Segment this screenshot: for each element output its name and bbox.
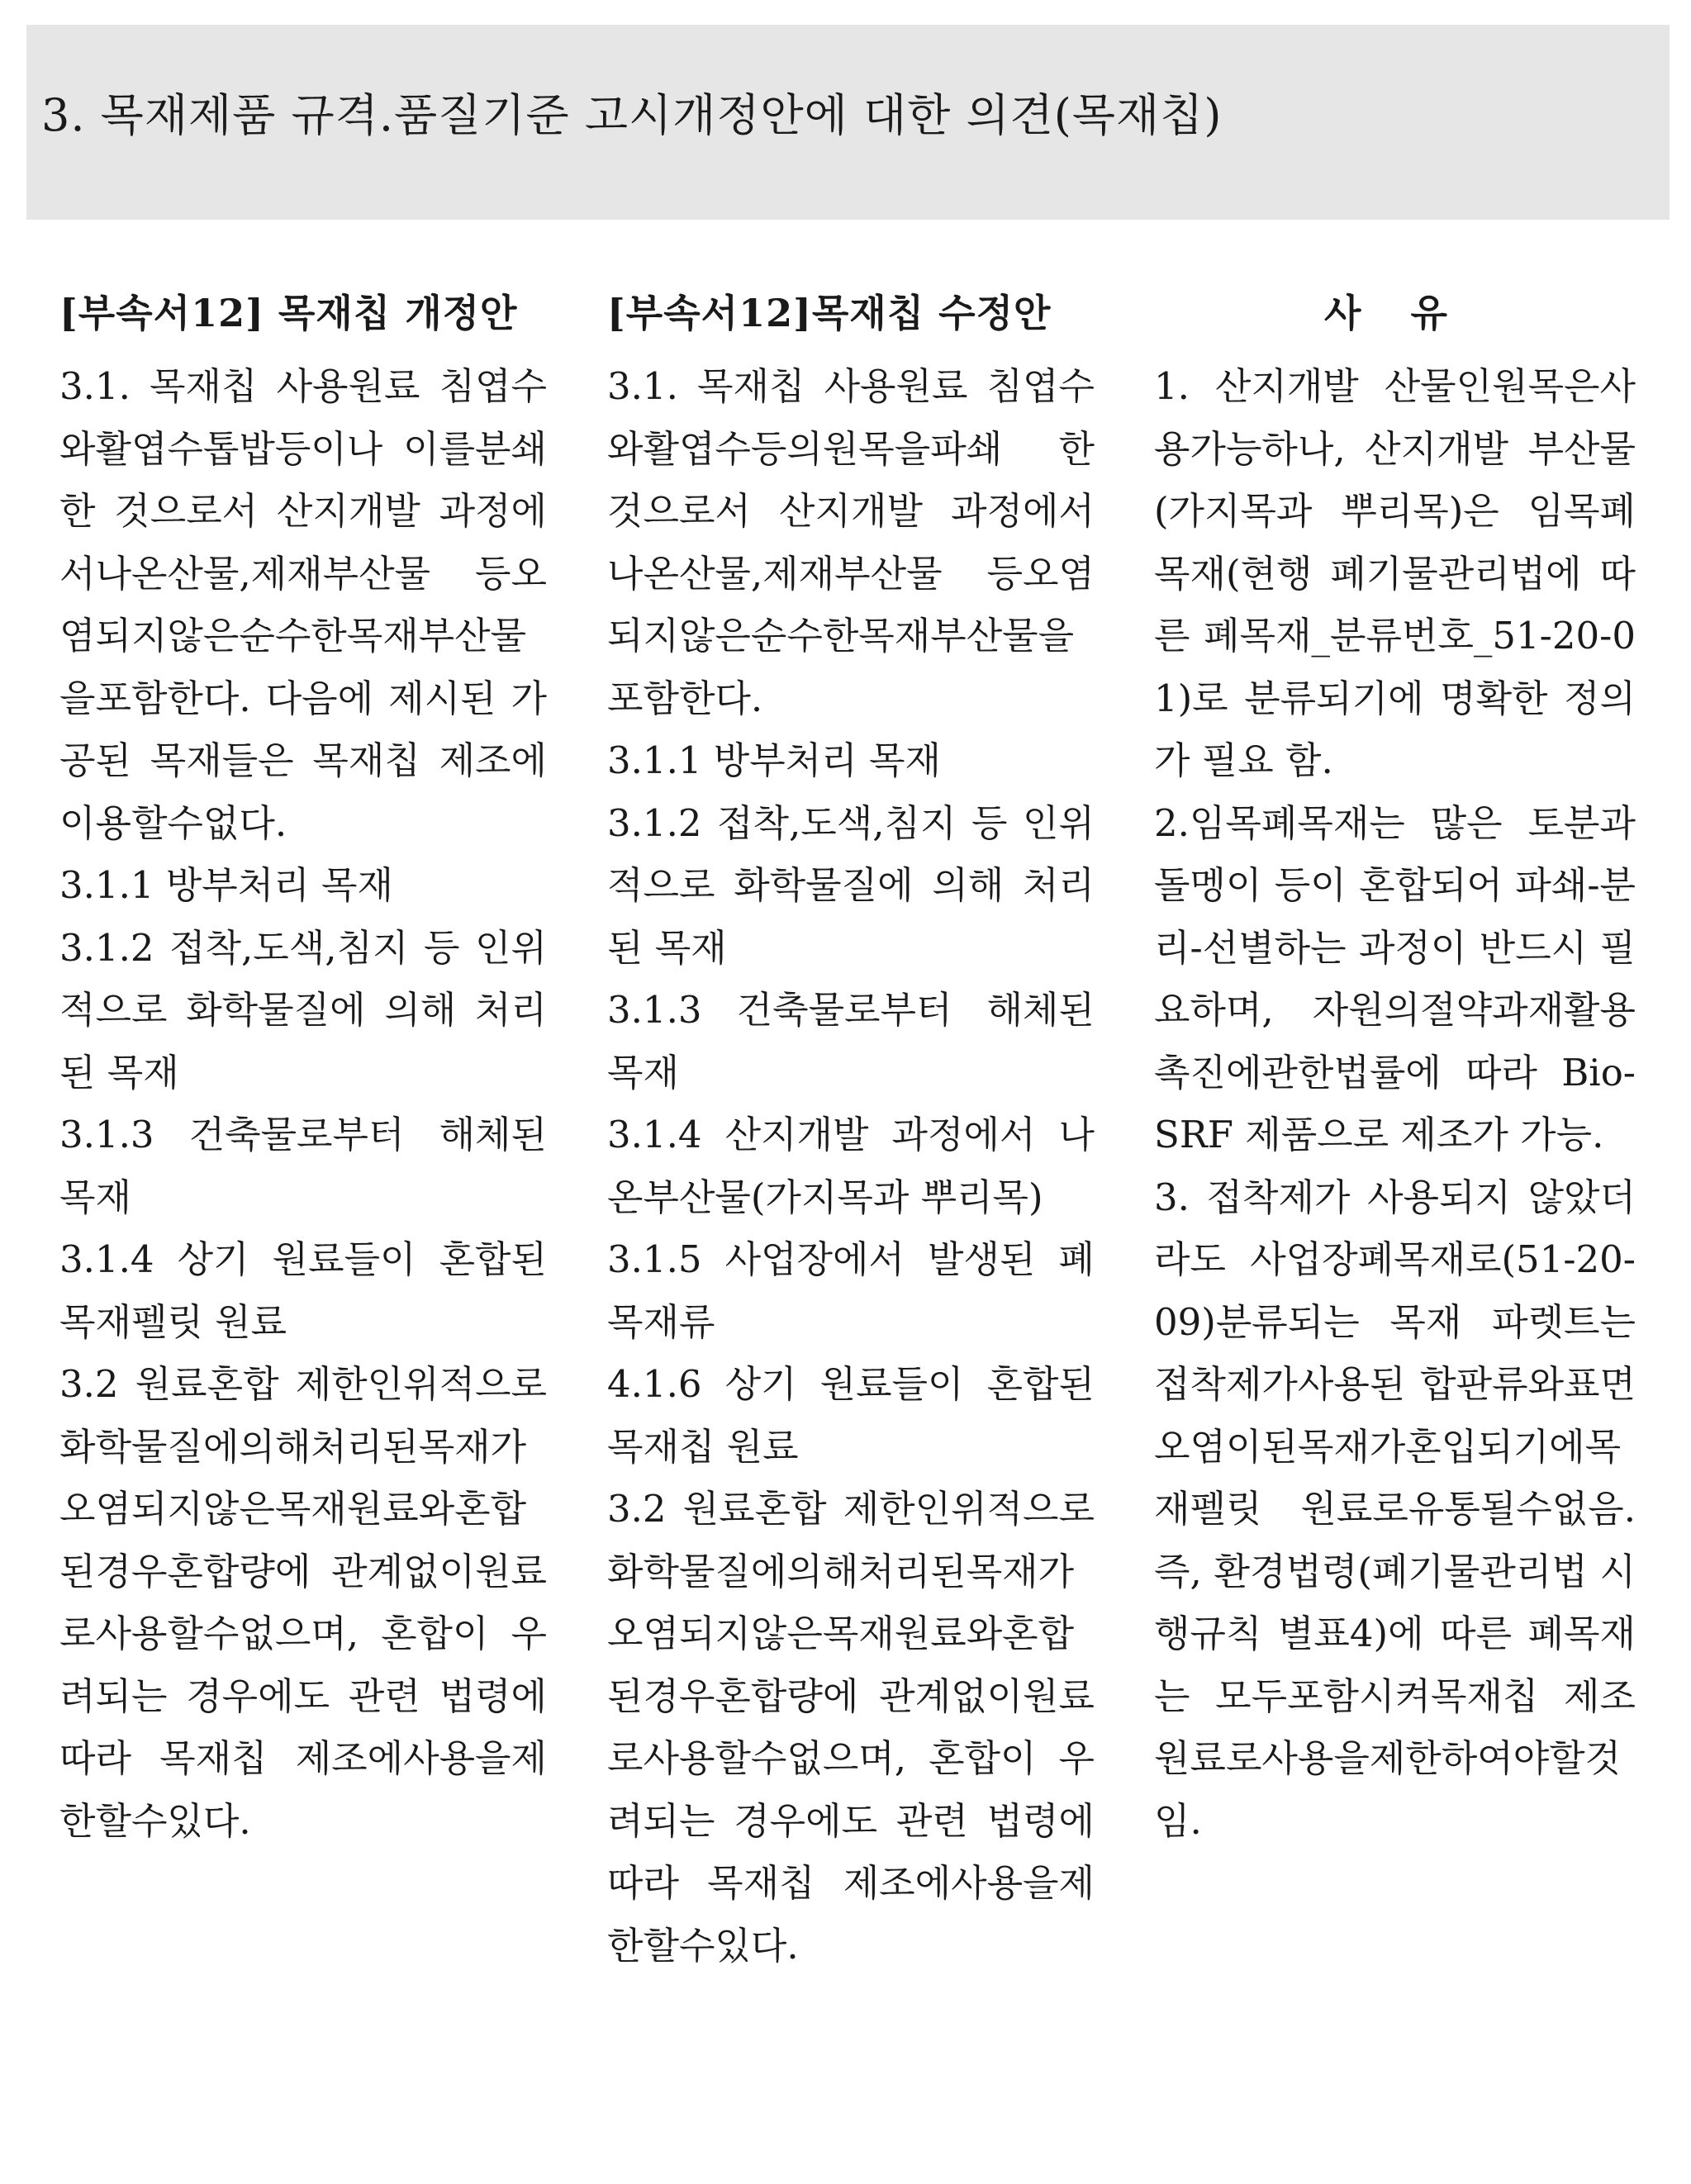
page-title: 3. 목재제품 규격.품질기준 고시개정안에 대한 의견(목재칩) [41, 89, 1223, 141]
paragraph: 3.1. 목재칩 사용원료 침엽수와활엽수톱밥등이나 이를분쇄한 것으로서 산지개발 과정에서나온산물,제재부산물 등오염되지않은순수한목재부산물을포함한다. 다음에 제시된 가공된 목재들은 목재칩 제조에이용할수없다. [59, 364, 547, 845]
paragraph: 1. 산지개발 산물인원목은사용가능하나, 산지개발 부산물(가지목과 뿌리목)은 임목폐목재(현행 폐기물관리법에 따른 폐목재_분류번호_51-20-01)로 분류되기에 명확한 정의가 필요 함. [1154, 364, 1636, 782]
column-body [607, 355, 1095, 1977]
paragraph: 3.2 원료혼합 제한인위적으로화학물질에의해처리된목재가오염되지않은목재원료와혼합된경우혼합량에 관계없이원료로사용할수없으며, 혼합이 우려되는 경우에도 관련 법령에 따라 목재칩 제조에사용을제한할수있다. [607, 1487, 1095, 1968]
column-reason [1154, 281, 1636, 1852]
paragraph: 3.1.3 건축물로부터 해체된 목재 [607, 988, 1095, 1094]
column-body [59, 355, 547, 1852]
column-heading: [부속서12]목재칩 수정안 [607, 291, 1052, 335]
paragraph: 3.2 원료혼합 제한인위적으로화학물질에의해처리된목재가오염되지않은목재원료와혼합된경우혼합량에 관계없이원료로사용할수없으며, 혼합이 우려되는 경우에도 관련 법령에 따라 목재칩 제조에사용을제한할수있다. [59, 1362, 547, 1843]
paragraph: 3.1.1 방부처리 목재 [59, 863, 393, 907]
paragraph: 3.1.5 사업장에서 발생된 폐목재류 [607, 1237, 1095, 1344]
column-revision [607, 281, 1095, 1977]
column-amendment [59, 281, 547, 1852]
paragraph: 3.1.4 상기 원료들이 혼합된 목재펠릿 원료 [59, 1237, 547, 1344]
paragraph: 3.1.2 접착,도색,침지 등 인위적으로 화학물질에 의해 처리된 목재 [607, 800, 1095, 970]
paragraph: 3. 접착제가 사용되지 않았더라도 사업장폐목재로(51-20-09)분류되는 목재 파렛트는 접착제가사용된 합판류와표면오염이된목재가혼입되기에목재펠릿 원료로유통될수없음. 즉, 환경법령(폐기물관리법 시행규칙 별표4)에 따른 폐목재는 모두포함시켜목재칩 제조원료로사용을제한하여야할것임. [1154, 1175, 1636, 1843]
paragraph: 3.1.4 산지개발 과정에서 나온부산물(가지목과 뿌리목) [607, 1113, 1095, 1219]
paragraph: 3.1.3 건축물로부터 해체된 목재 [59, 1113, 547, 1219]
paragraph: 3.1. 목재칩 사용원료 침엽수와활엽수등의원목을파쇄 한 것으로서 산지개발 과정에서나온산물,제재부산물 등오염되지않은순수한목재부산물을포함한다. [607, 364, 1095, 720]
paragraph: 2.임목폐목재는 많은 토분과 돌멩이 등이 혼합되어 파쇄-분리-선별하는 과정이 반드시 필요하며, 자원의절약과재활용촉진에관한법률에 따라 Bio-SRF 제품으로 제조가 가능. [1154, 800, 1636, 1156]
paragraph: 3.1.1 방부처리 목재 [607, 738, 941, 782]
column-body [1154, 355, 1636, 1852]
paragraph: 3.1.2 접착,도색,침지 등 인위적으로 화학물질에 의해 처리된 목재 [59, 925, 547, 1094]
column-heading: [부속서12] 목재칩 개정안 [59, 291, 518, 335]
paragraph: 4.1.6 상기 원료들이 혼합된 목재칩 원료 [607, 1362, 1095, 1469]
column-heading: 사 유 [1324, 291, 1465, 335]
